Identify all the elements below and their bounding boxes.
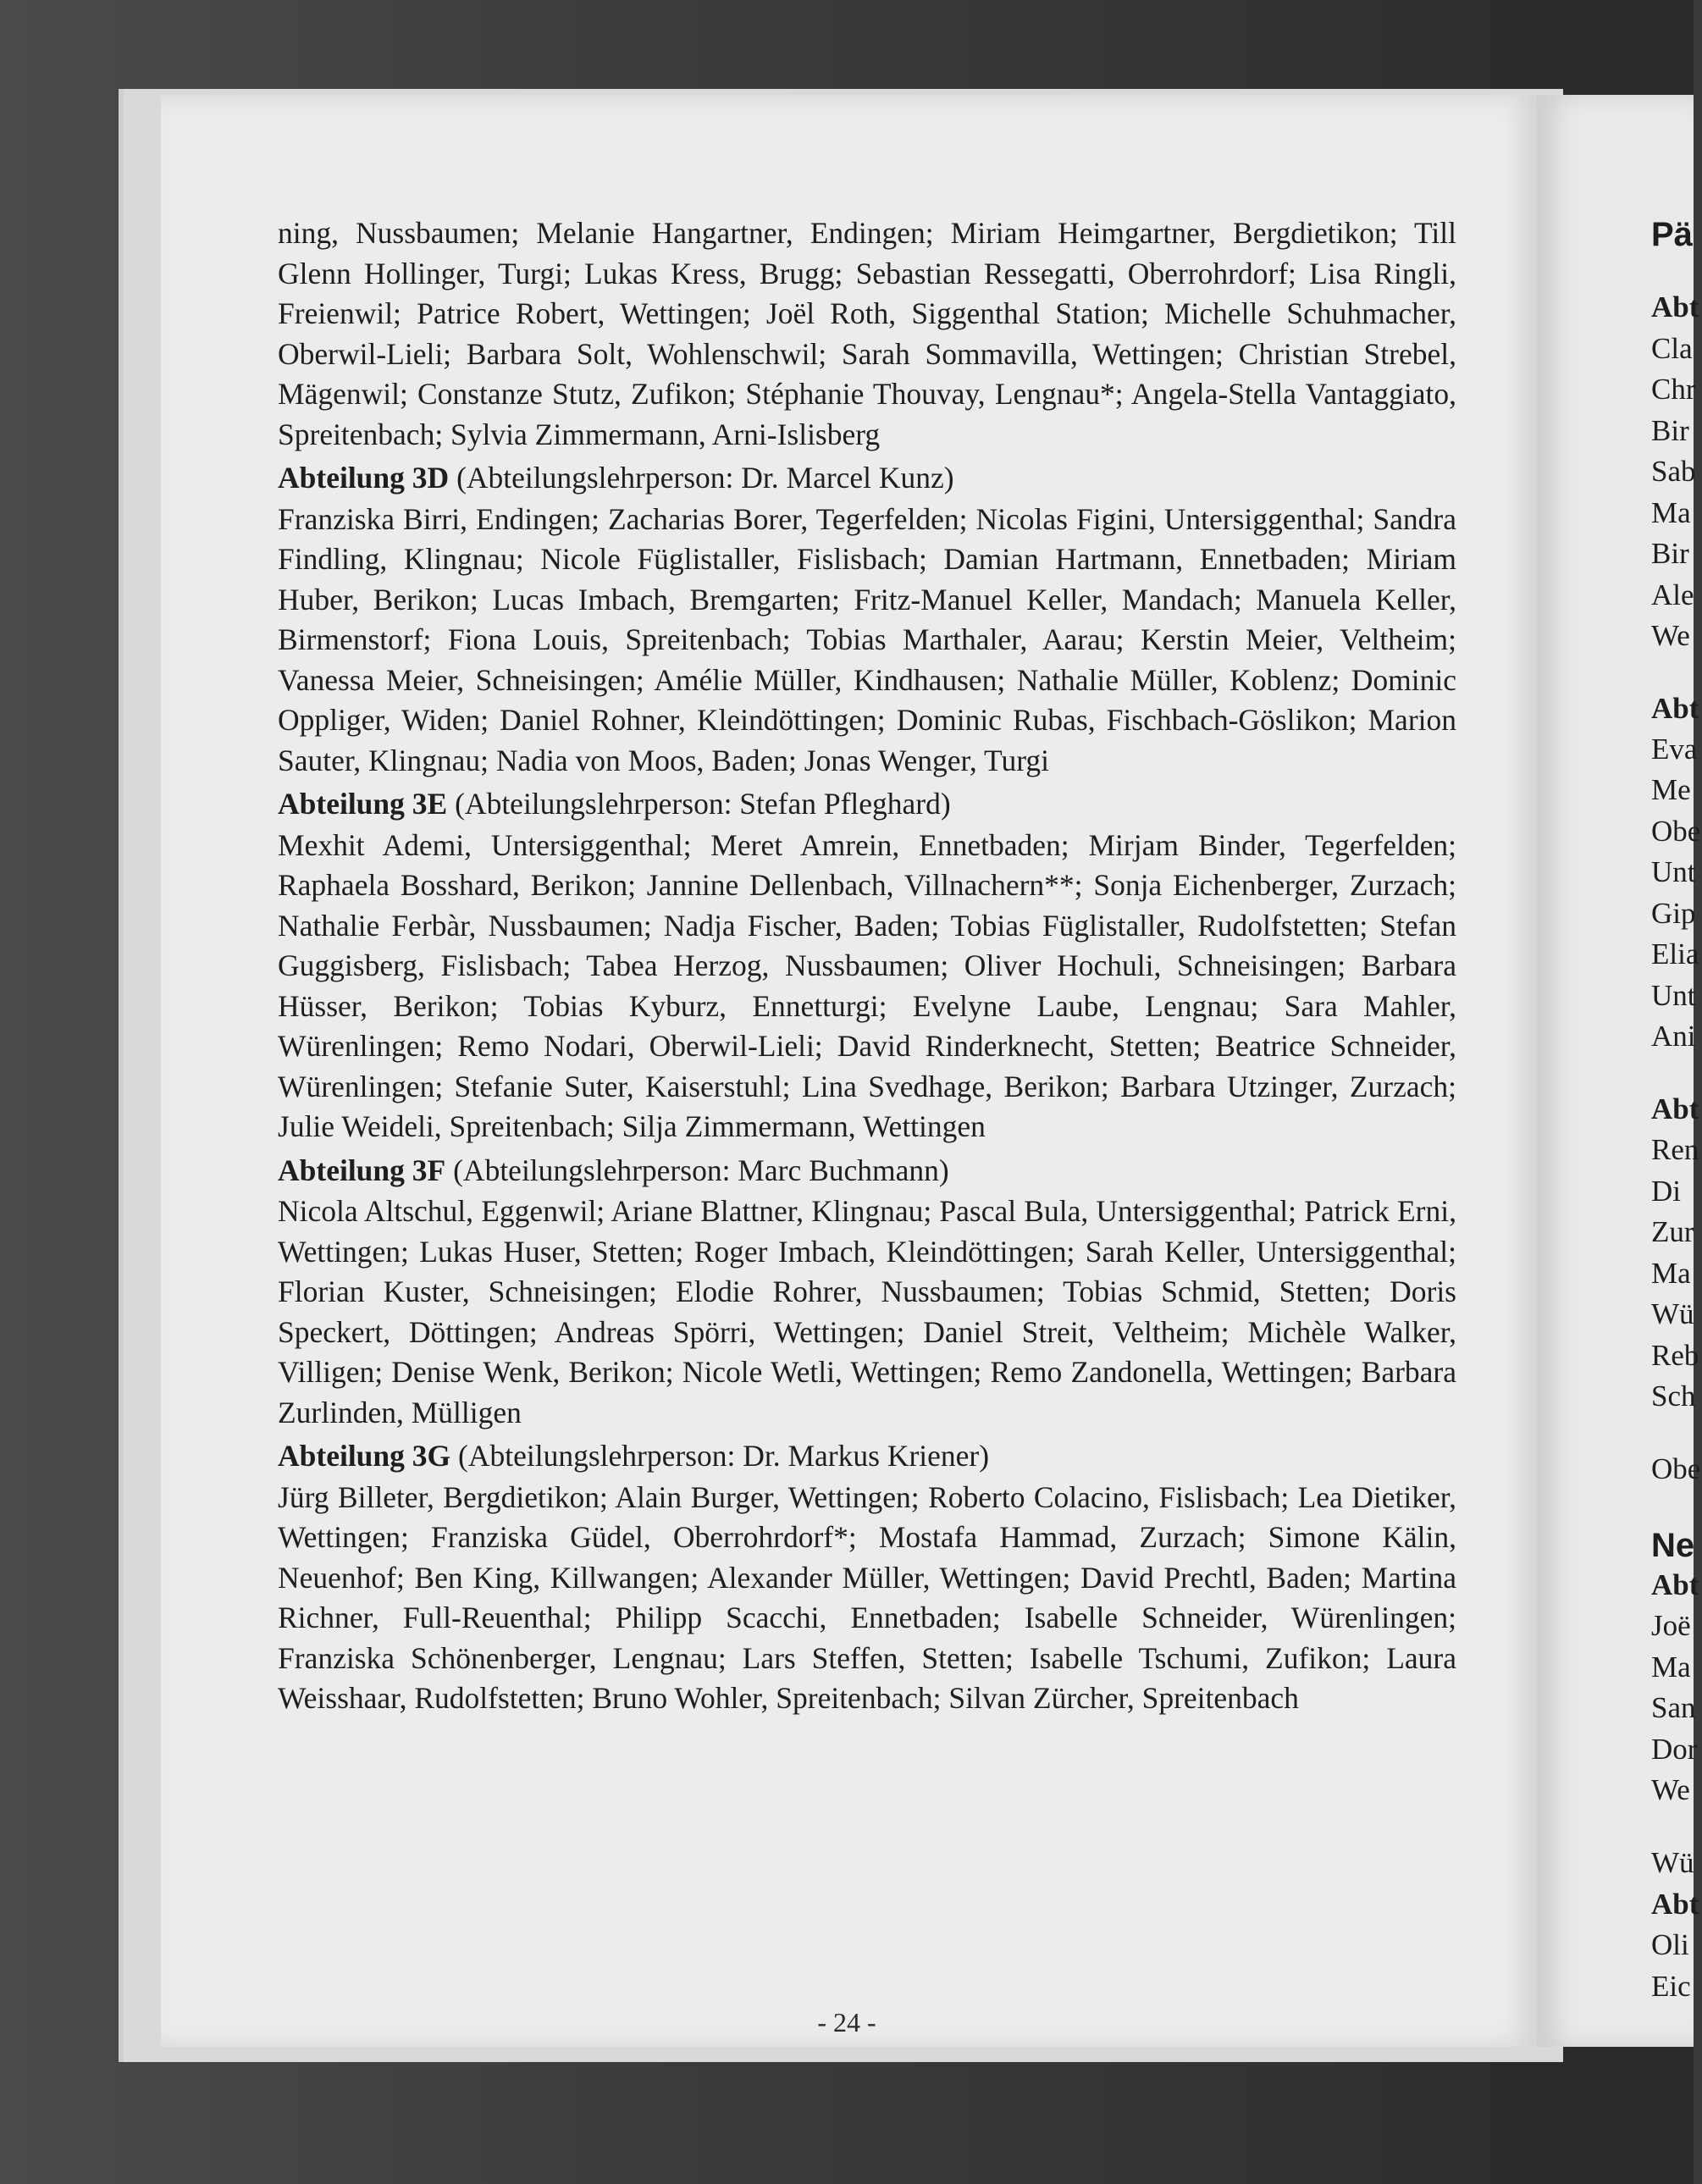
right-page-line-fragment: Abt [1651,1888,1699,1921]
right-page-line-fragment: Ma [1651,496,1691,529]
right-page-line-fragment: Abt [1651,290,1699,323]
section-heading-3f [278,1151,1456,1192]
page-number: - 24 - [817,2007,876,2037]
heading-label: Abteilung 3G [278,1439,451,1473]
section-heading-3d [278,458,1456,499]
right-page-line-fragment: Chr [1651,373,1696,406]
right-page-line-fragment: Bir [1651,414,1689,447]
right-page-line-fragment: Joë [1651,1609,1691,1642]
right-page-line-fragment: Reb [1651,1339,1699,1372]
right-page-line-fragment: Ma [1651,1650,1691,1684]
heading-teacher: (Abteilungslehrperson: Dr. Markus Kriener) [450,1439,990,1473]
names-paragraph: Jürg Billeter, Bergdietikon; Alain Burger, Wettingen; Roberto Colacino, Fislisbach; Lea Dietiker, Wettingen; Franziska Güdel, Oberrohrdorf*; Mostafa Hammad, Zurzach; Simone Kälin, Neuenhof; Ben King, Killwangen; Alexander Müller, Wettingen; David Prechtl, Baden; Martina Richner, Full-Reuenthal; Philipp Scacchi, Ennetbaden; Isabelle Schneider, Würenlingen; Franziska Schönenberger, Lengnau; Lars Steffen, Stetten; Isabelle Tschumi, Zufikon; Laura Weisshaar, Rudolfstetten; Bruno Wohler, Spreitenbach; Silvan Zürcher, Spreitenbach [278,1479,1456,1715]
right-page-line-fragment: Dor [1651,1733,1698,1766]
names-paragraph: Franziska Birri, Endingen; Zacharias Borer, Tegerfelden; Nicolas Figini, Untersiggenthal; Sandra Findling, Klingnau; Nicole Füglistaller, Fislisbach; Damian Hartmann, Ennetbaden; Miriam Huber, Berikon; Lucas Imbach, Bremgarten; Fritz-Manuel Keller, Mandach; Manuela Keller, Birmenstorf; Fiona Louis, Spreitenbach; Tobias Marthaler, Aarau; Kerstin Meier, Veltheim; Vanessa Meier, Schneisingen; Amélie Müller, Kindhausen; Nathalie Müller, Koblenz; Dominic Oppliger, Widen; Daniel Rohner, Kleindöttingen; Dominic Rubas, Fischbach-Göslikon; Marion Sauter, Klingnau; Nadia von Moos, Baden; Jonas Wenger, Turgi [278,501,1456,777]
right-page-line-fragment: Elia [1651,937,1699,970]
right-page-line-fragment: Gip [1651,897,1696,930]
names-paragraph: Mexhit Ademi, Untersiggenthal; Meret Amrein, Ennetbaden; Mirjam Binder, Tegerfelden; Raphaela Bosshard, Berikon; Jannine Dellenbach, Villnachern**; Sonja Eichenberger, Zurzach; Nathalie Ferbàr, Nussbaumen; Nadja Fischer, Baden; Tobias Füglistaller, Rudolfstetten; Stefan Guggisberg, Fislisbach; Tabea Herzog, Nussbaumen; Oliver Hochuli, Schneisingen; Barbara Hüsser, Berikon; Tobias Kyburz, Ennetturgi; Evelyne Laube, Lengnau; Sara Mahler, Würenlingen; Remo Nodari, Oberwil-Lieli; David Rinderknecht, Stetten; Beatrice Schneider, Würenlingen; Stefanie Suter, Kaiserstuhl; Lina Svedhage, Berikon; Barbara Utzinger, Zurzach; Julie Weideli, Spreitenbach; Silja Zimmermann, Wettingen [278,827,1456,1143]
heading-teacher: (Abteilungslehrperson: Dr. Marcel Kunz) [449,461,954,495]
right-page-line-fragment: Obe [1651,1452,1701,1485]
right-page-line-fragment: Sch [1651,1380,1696,1413]
heading-teacher: (Abteilungslehrperson: Stefan Pfleghard) [447,787,951,821]
right-page-line-fragment: Di [1651,1175,1681,1208]
heading-teacher: (Abteilungslehrperson: Marc Buchmann) [445,1153,949,1187]
right-page-line-fragment: Unt [1651,855,1696,888]
right-page-line-fragment: Bir [1651,537,1689,570]
right-page-line-fragment: Oli [1651,1928,1689,1961]
right-page-line-fragment: Abt [1651,692,1699,725]
right-page-line-fragment: Ma [1651,1257,1691,1290]
right-page-line-fragment: Zur [1651,1215,1694,1248]
right-page-line-fragment: Obe [1651,815,1701,848]
left-page-text [278,213,1456,1719]
right-page-line-fragment: Sab [1651,455,1696,488]
right-page-line-fragment: Abt [1651,1568,1699,1601]
right-page-line-fragment: Ale [1651,578,1694,611]
right-page-line-fragment: Ren [1651,1133,1699,1166]
right-page-line-fragment: Ani [1651,1020,1696,1053]
right-page-line-fragment: Eva [1651,733,1698,766]
heading-label: Abteilung 3D [278,461,450,495]
right-page-line-fragment: We [1651,619,1690,652]
right-page-line-fragment: Eic [1651,1970,1691,2003]
heading-label: Abteilung 3E [278,787,448,821]
section-heading-3e [278,784,1456,825]
section-heading-3g [278,1436,1456,1477]
right-page-line-fragment: We [1651,1773,1690,1806]
right-page-line-fragment: Me [1651,773,1691,806]
right-page-line-fragment: Wü [1651,1297,1694,1330]
right-page-line-fragment: Pä [1651,216,1693,253]
right-page-line-fragment: Wü [1651,1846,1694,1879]
right-page-line-fragment: Unt [1651,979,1696,1012]
names-paragraph: Nicola Altschul, Eggenwil; Ariane Blattner, Klingnau; Pascal Bula, Untersiggenthal; Patrick Erni, Wettingen; Lukas Huser, Stetten; Roger Imbach, Kleindöttingen; Sarah Keller, Untersiggenthal; Florian Kuster, Schneisingen; Elodie Rohrer, Nussbaumen; Tobias Schmid, Stetten; Doris Speckert, Döttingen; Andreas Spörri, Wettingen; Daniel Streit, Veltheim; Michèle Walker, Villigen; Denise Wenk, Berikon; Nicole Wetli, Wettingen; Remo Zandonella, Wettingen; Barbara Zurlinden, Mülligen [278,1194,1456,1429]
names-paragraph: ning, Nussbaumen; Melanie Hangartner, Endingen; Miriam Heimgartner, Bergdietikon; Till Glenn Hollinger, Turgi; Lukas Kress, Brugg; Sebastian Ressegatti, Oberrohrdorf; Lisa Ringli, Freienwil; Patrice Robert, Wettingen; Joël Roth, Siggenthal Station; Michelle Schuhmacher, Oberwil-Lieli; Barbara Solt, Wohlenschwil; Sarah Sommavilla, Wettingen; Christian Strebel, Mägenwil; Constanze Stutz, Zufikon; Stéphanie Thouvay, Lengnau*; Angela-Stella Vantaggiato, Spreitenbach; Sylvia Zimmermann, Arni-Islisberg [278,216,1456,451]
right-page-line-fragment: Abt [1651,1092,1699,1125]
heading-label: Abteilung 3F [278,1153,446,1187]
right-page-line-fragment: Cla [1651,332,1693,365]
right-page-line-fragment: San [1651,1691,1696,1724]
right-page-line-fragment: Ne [1651,1527,1695,1564]
